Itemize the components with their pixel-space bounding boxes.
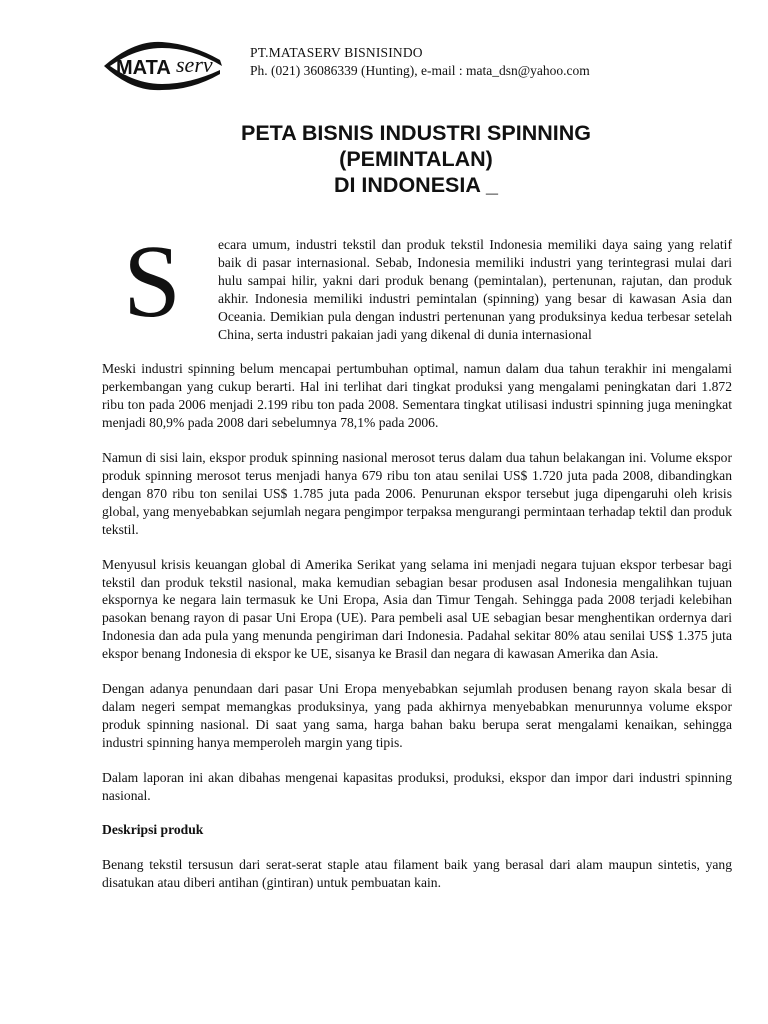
- paragraph-5: Dengan adanya penundaan dari pasar Uni Eropa menyebabkan sejumlah produsen benang rayon skala besar di dalam negeri sempat memangkas produksinya, yang pada akhirnya menyebabkan menurunnya volume ekspor produk spinning nasional. Di saat yang sama, harga bahan baku berupa serat mengalami kenaikan, sehingga industri spinning hanya memperoleh margin yang tipis.: [102, 681, 732, 750]
- logo-text-mata: MATA: [116, 57, 171, 79]
- title-line-3: DI INDONESIA _: [333, 173, 499, 197]
- logo-text-serv: serv: [176, 52, 213, 77]
- paragraph-intro: [102, 224, 732, 343]
- mataserv-logo: [100, 38, 230, 94]
- paragraph-6: Dalam laporan ini akan dibahas mengenai kapasitas produksi, produksi, ekspor dan impor dari industri spinning nasional.: [102, 769, 732, 803]
- company-info: [250, 44, 590, 80]
- letterhead: [100, 38, 700, 94]
- section-heading: Deskripsi produk: [102, 822, 204, 838]
- company-name: PT.MATASERV BISNISINDO: [250, 45, 423, 60]
- paragraph-7: Benang tekstil tersusun dari serat-serat staple atau filament baik yang berasal dari alam maupun sintetis, yang disatukan atau diberi antihan (gintiran) untuk pembuatan kain.: [102, 857, 732, 891]
- company-contact: Ph. (021) 36086339 (Hunting), e-mail : mata_dsn@yahoo.com: [250, 63, 590, 78]
- title-line-2: (PEMINTALAN): [339, 147, 493, 171]
- document-title: [100, 120, 732, 198]
- paragraph-intro-text: ecara umum, industri tekstil dan produk tekstil Indonesia memiliki daya saing yang relatif baik di pasar internasional. Sebab, Indonesia memiliki industri yang terintegrasi mulai dari hulu sampai hilir, yakni dari produk benang (pemintalan), pertenunan, rajutan, dan produk akhir. Indonesia memiliki industri pemintalan (spinning) yang besar di kawasan Asia dan Oceania. Demikian pula dengan industri pertenunan yang produksinya kedua terbesar setelah China, serta industri pakaian jadi yang dikenal di dunia internasional: [218, 237, 732, 342]
- paragraph-2: Meski industri spinning belum mencapai pertumbuhan optimal, namun dalam dua tahun terakhir ini mengalami perkembangan yang cukup berarti. Hal ini terlihat dari tingkat produksi yang mengalami peningkatan dari 1.872 ribu ton pada 2006 menjadi 2.199 ribu ton pada 2008. Sementara tingkat utilisasi industri spinning juga meningkat menjadi 80,9% pada 2008 dari sebelumnya 78,1% pada 2006.: [102, 361, 732, 431]
- drop-cap: S: [123, 224, 181, 339]
- title-line-1: PETA BISNIS INDUSTRI SPINNING: [240, 121, 591, 145]
- document-body: [102, 224, 732, 909]
- paragraph-3: Namun di sisi lain, ekspor produk spinning nasional merosot terus dalam dua tahun belakangan ini. Volume ekspor produk spinning merosot terus menjadi hanya 679 ribu ton atau senilai US$ 1.720 juta pada 2008, dibandingkan dengan 870 ribu ton senilai US$ 1.785 juta pada 2006. Penurunan ekspor tersebut juga dipengaruhi oleh krisis global, yang menyebabkan sejumlah negara pengimpor terpaksa mengurangi permintaan terhadap tektil dan produk tekstil.: [102, 450, 732, 537]
- paragraph-4: Menyusul krisis keuangan global di Amerika Serikat yang selama ini menjadi negara tujuan ekspor terbesar bagi tekstil dan produk tekstil nasional, maka kemudian sebagian besar produsen asal Indonesia mengalihkan tujuan ekspornya ke negara lain termasuk ke Uni Eropa, Asia dan Timur Tengah. Sehingga pada 2008 terjadi kelebihan pasokan benang rayon di pasar Uni Eropa (UE). Para pembeli asal UE sebagian besar menghentikan ordernya dari Indonesia dan ada pula yang menunda pengiriman dari Indonesia. Padahal sekitar 80% atau senilai US$ 1.375 juta ekspor benang Indonesia di ekspor ke UE, sisanya ke Brasil dan negara di kawasan Amerika dan Asia.: [102, 556, 732, 662]
